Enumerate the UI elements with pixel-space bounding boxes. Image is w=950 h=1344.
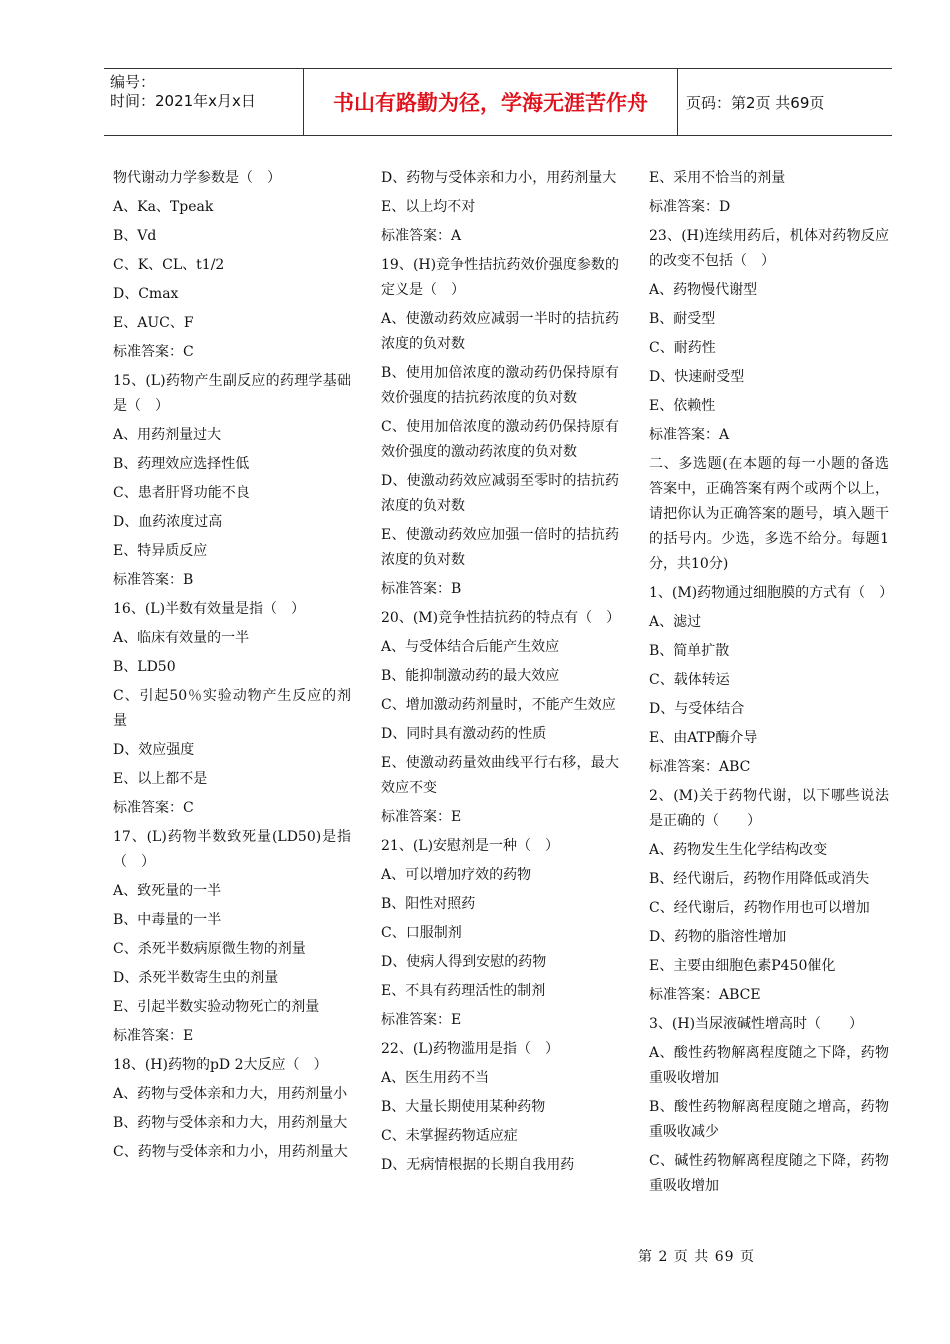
paragraph: A、医生用药不当 [381,1070,490,1086]
paragraph: E、引起半数实验动物死亡的剂量 [113,999,320,1015]
header-motto: 书山有路勤为径，学海无涯苦作舟 [304,69,678,135]
paragraph: B、中毒量的一半 [113,912,222,928]
paragraph: 标准答案：B [381,581,462,597]
header-meta [104,69,304,135]
paragraph: D、与受体结合 [649,701,745,717]
paragraph: 23、(H)连续用药后，机体对药物反应的改变不包括（ ） [649,228,889,269]
paragraph: D、同时具有激动药的性质 [381,726,547,742]
paragraph: D、Cmax [113,286,179,302]
paragraph: B、药理效应选择性低 [113,456,250,472]
paragraph: 19、(H)竞争性拮抗药效价强度参数的定义是（ ） [381,257,619,298]
paragraph: D、杀死半数寄生虫的剂量 [113,970,279,986]
paragraph: 17、(L)药物半数致死量(LD50)是指（ ） [113,829,351,870]
paragraph: D、效应强度 [113,742,195,758]
paragraph: 18、(H)药物的pD 2大反应（ ） [113,1057,328,1073]
paragraph: E、由ATP酶介导 [649,730,758,746]
paragraph: A、药物发生生化学结构改变 [649,842,828,858]
page-footer: 第 2 页 共 69 页 [638,1249,755,1265]
paragraph: 21、(L)安慰剂是一种（ ） [381,838,560,854]
paragraph: A、药物慢代谢型 [649,282,758,298]
text-column-1 [113,166,351,1169]
paragraph: 二、多选题(在本题的每一小题的备选答案中，正确答案有两个或两个以上，请把你认为正确答案的题号，填入题干的括号内。少选，多选不给分。每题1分，共10分) [649,456,889,572]
paragraph: A、滤过 [649,614,702,630]
paragraph: 标准答案：C [113,344,194,360]
paragraph: E、不具有药理活性的制剂 [381,983,546,999]
paragraph: C、经代谢后，药物作用也可以增加 [649,900,870,916]
paragraph: B、使用加倍浓度的激动药仍保持原有效价强度的拮抗药浓度的负对数 [381,365,619,406]
paragraph: 3、(H)当尿液碱性增高时（ ） [649,1016,864,1032]
paragraph: B、药物与受体亲和力大，用药剂量大 [113,1115,348,1131]
paragraph: B、阳性对照药 [381,896,476,912]
paragraph: A、使激动药效应减弱一半时的拮抗药浓度的负对数 [381,311,619,352]
paragraph: D、使激动药效应减弱至零时的拮抗药浓度的负对数 [381,473,619,514]
paragraph: C、引起50％实验动物产生反应的剂量 [113,688,351,729]
paragraph: C、碱性药物解离程度随之下降，药物重吸收增加 [649,1153,889,1194]
paragraph: B、酸性药物解离程度随之增高，药物重吸收减少 [649,1099,889,1140]
paragraph: C、增加激动药剂量时，不能产生效应 [381,697,616,713]
paragraph: 标准答案：ABC [649,759,751,775]
paragraph: 标准答案：ABCE [649,987,761,1003]
paragraph: A、药物与受体亲和力大，用药剂量小 [113,1086,348,1102]
page-header [104,68,892,136]
paragraph: B、LD50 [113,659,176,675]
paragraph: E、依赖性 [649,398,716,414]
paragraph: 标准答案：B [113,572,194,588]
paragraph: C、载体转运 [649,672,730,688]
paragraph: E、采用不恰当的剂量 [649,170,786,186]
paragraph: 标准答案：C [113,800,194,816]
paragraph: B、经代谢后，药物作用降低或消失 [649,871,870,887]
paragraph: A、致死量的一半 [113,883,222,899]
paragraph: B、简单扩散 [649,643,730,659]
paragraph: A、酸性药物解离程度随之下降，药物重吸收增加 [649,1045,889,1086]
paragraph: 标准答案：E [381,809,462,825]
text-column-2 [381,166,619,1182]
paragraph: B、Vd [113,228,157,244]
paragraph: E、特异质反应 [113,543,208,559]
paragraph: C、未掌握药物适应症 [381,1128,518,1144]
paragraph: 标准答案：E [381,1012,462,1028]
paragraph: B、能抑制激动药的最大效应 [381,668,560,684]
paragraph: 16、(L)半数有效量是指（ ） [113,601,306,617]
paragraph: D、药物的脂溶性增加 [649,929,787,945]
text-column-3 [649,166,894,1203]
paragraph: C、口服制剂 [381,925,462,941]
paragraph: 标准答案：A [381,228,462,244]
time-label: 时间：2021年x月x日 [110,92,256,110]
paragraph: 20、(M)竞争性拮抗药的特点有（ ） [381,610,621,626]
paragraph: D、使病人得到安慰的药物 [381,954,547,970]
paragraph: D、快速耐受型 [649,369,745,385]
paragraph: 标准答案：D [649,199,731,215]
paragraph: B、耐受型 [649,311,716,327]
paragraph: E、以上都不是 [113,771,208,787]
paragraph: E、主要由细胞色素P450催化 [649,958,836,974]
paragraph: 15、(L)药物产生副反应的药理学基础是（ ） [113,373,351,414]
paragraph: C、杀死半数病原微生物的剂量 [113,941,306,957]
paragraph: A、可以增加疗效的药物 [381,867,532,883]
paragraph: D、血药浓度过高 [113,514,223,530]
paragraph: 2、(M)关于药物代谢，以下哪些说法是正确的（ ） [649,788,889,829]
paragraph: C、耐药性 [649,340,716,356]
paragraph: A、与受体结合后能产生效应 [381,639,560,655]
paragraph: A、Ka、Tpeak [113,199,214,215]
paragraph: D、药物与受体亲和力小，用药剂量大 [381,170,617,186]
paragraph: A、用药剂量过大 [113,427,222,443]
paragraph: A、临床有效量的一半 [113,630,250,646]
paragraph: 标准答案：E [113,1028,194,1044]
paragraph: C、使用加倍浓度的激动药仍保持原有效价强度的激动药浓度的负对数 [381,419,619,460]
paragraph: B、大量长期使用某种药物 [381,1099,546,1115]
number-label: 编号： [110,73,156,91]
paragraph: E、使激动药效应加强一倍时的拮抗药浓度的负对数 [381,527,619,568]
paragraph: E、使激动药量效曲线平行右移，最大效应不变 [381,755,619,796]
paragraph: 标准答案：A [649,427,730,443]
paragraph: 1、(M)药物通过细胞膜的方式有（ ） [649,585,894,601]
header-page-info: 页码：第2页 共69页 [686,93,825,112]
paragraph: C、患者肝肾功能不良 [113,485,250,501]
paragraph: E、AUC、F [113,315,194,331]
paragraph: C、药物与受体亲和力小，用药剂量大 [113,1144,348,1160]
paragraph: 22、(L)药物滥用是指（ ） [381,1041,560,1057]
paragraph: C、K、CL、t1/2 [113,257,225,273]
paragraph: 物代谢动力学参数是（ ） [113,170,281,186]
paragraph: E、以上均不对 [381,199,476,215]
paragraph: D、无病情根据的长期自我用药 [381,1157,575,1173]
